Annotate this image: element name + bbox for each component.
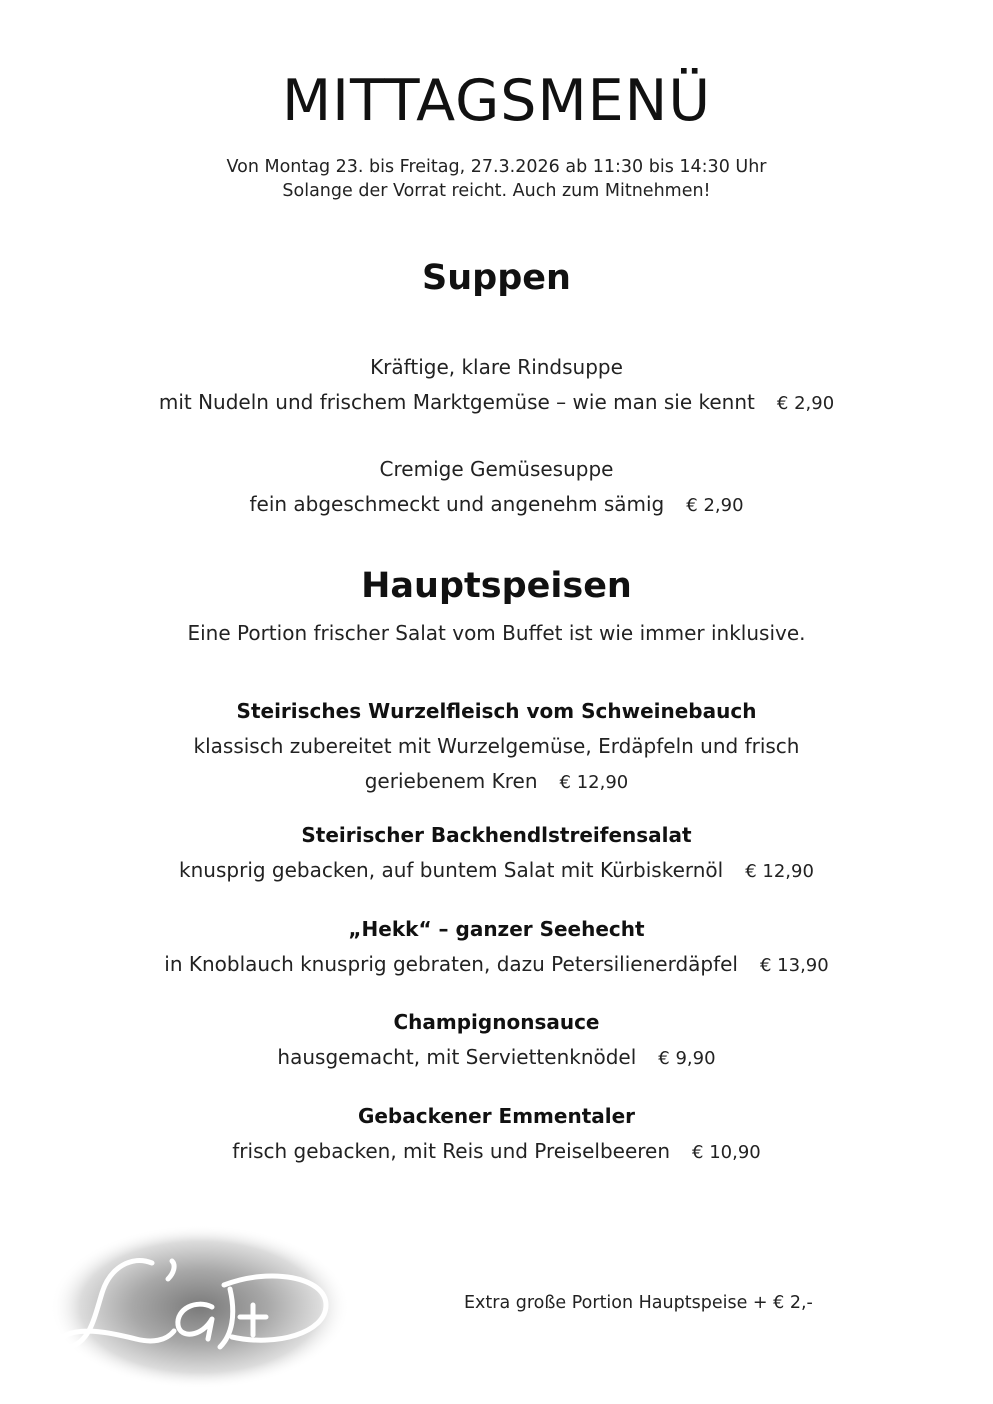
main-dish-description-row [0, 767, 993, 797]
main-dish-description: knusprig gebacken, auf buntem Salat mit Kürbiskernöl [179, 858, 724, 882]
main-dish-description: in Knoblauch knusprig gebraten, dazu Petersilienerdäpfel [164, 952, 738, 976]
main-dish-price: € 12,90 [745, 861, 814, 882]
soup-price: € 2,90 [686, 495, 744, 516]
extra-portion-note: Extra große Portion Hauptspeise + € 2,- [464, 1293, 813, 1313]
main-dish-description: frisch gebacken, mit Reis und Preiselbeeren [232, 1139, 671, 1163]
main-dish-description-row [0, 856, 993, 886]
date-time-info: Von Montag 23. bis Freitag, 27.3.2026 ab 11:30 bis 14:30 Uhr [226, 157, 767, 177]
soup-name: Cremige Gemüsesuppe [379, 457, 614, 481]
main-dish-description-row [0, 950, 993, 980]
main-dish-description: hausgemacht, mit Serviettenknödel [277, 1045, 637, 1069]
main-dish-price: € 12,90 [559, 772, 629, 793]
section-title-hauptspeisen: Hauptspeisen [361, 566, 632, 606]
main-dish-name: Steirischer Backhendlstreifensalat [301, 823, 692, 847]
main-dish-description: klassisch zubereitet mit Wurzelgemüse, Erdäpfeln und frisch [193, 734, 800, 758]
salad-note: Eine Portion frischer Salat vom Buffet ist wie immer inklusive. [187, 621, 806, 645]
soup-price: € 2,90 [776, 393, 835, 414]
soup-description: mit Nudeln und frischem Marktgemüse – wie man sie kennt [158, 390, 755, 414]
soup-description: fein abgeschmeckt und angenehm sämig [249, 492, 665, 516]
main-dish-description-row [0, 1137, 993, 1167]
main-dish-price: € 9,90 [658, 1048, 716, 1069]
availability-note: Solange der Vorrat reicht. Auch zum Mitnehmen! [282, 181, 711, 201]
main-dish-price: € 10,90 [692, 1142, 761, 1163]
section-title-suppen: Suppen [422, 258, 571, 298]
restaurant-logo-icon [40, 1215, 350, 1390]
main-dish-description-row [0, 1043, 993, 1073]
main-dish-description: geriebenem Kren [364, 769, 538, 793]
main-dish-name: „Hekk“ – ganzer Seehecht [348, 917, 645, 941]
soup-name: Kräftige, klare Rindsuppe [370, 355, 623, 379]
soup-description-row [0, 388, 993, 418]
main-dish-name: Champignonsauce [393, 1010, 600, 1034]
main-dish-name: Steirisches Wurzelfleisch vom Schweinebauch [236, 699, 757, 723]
page-title: MITTAGSMENÜ [281, 68, 712, 134]
main-dish-name: Gebackener Emmentaler [357, 1104, 636, 1128]
main-dish-price: € 13,90 [760, 955, 829, 976]
soup-description-row [0, 490, 993, 520]
